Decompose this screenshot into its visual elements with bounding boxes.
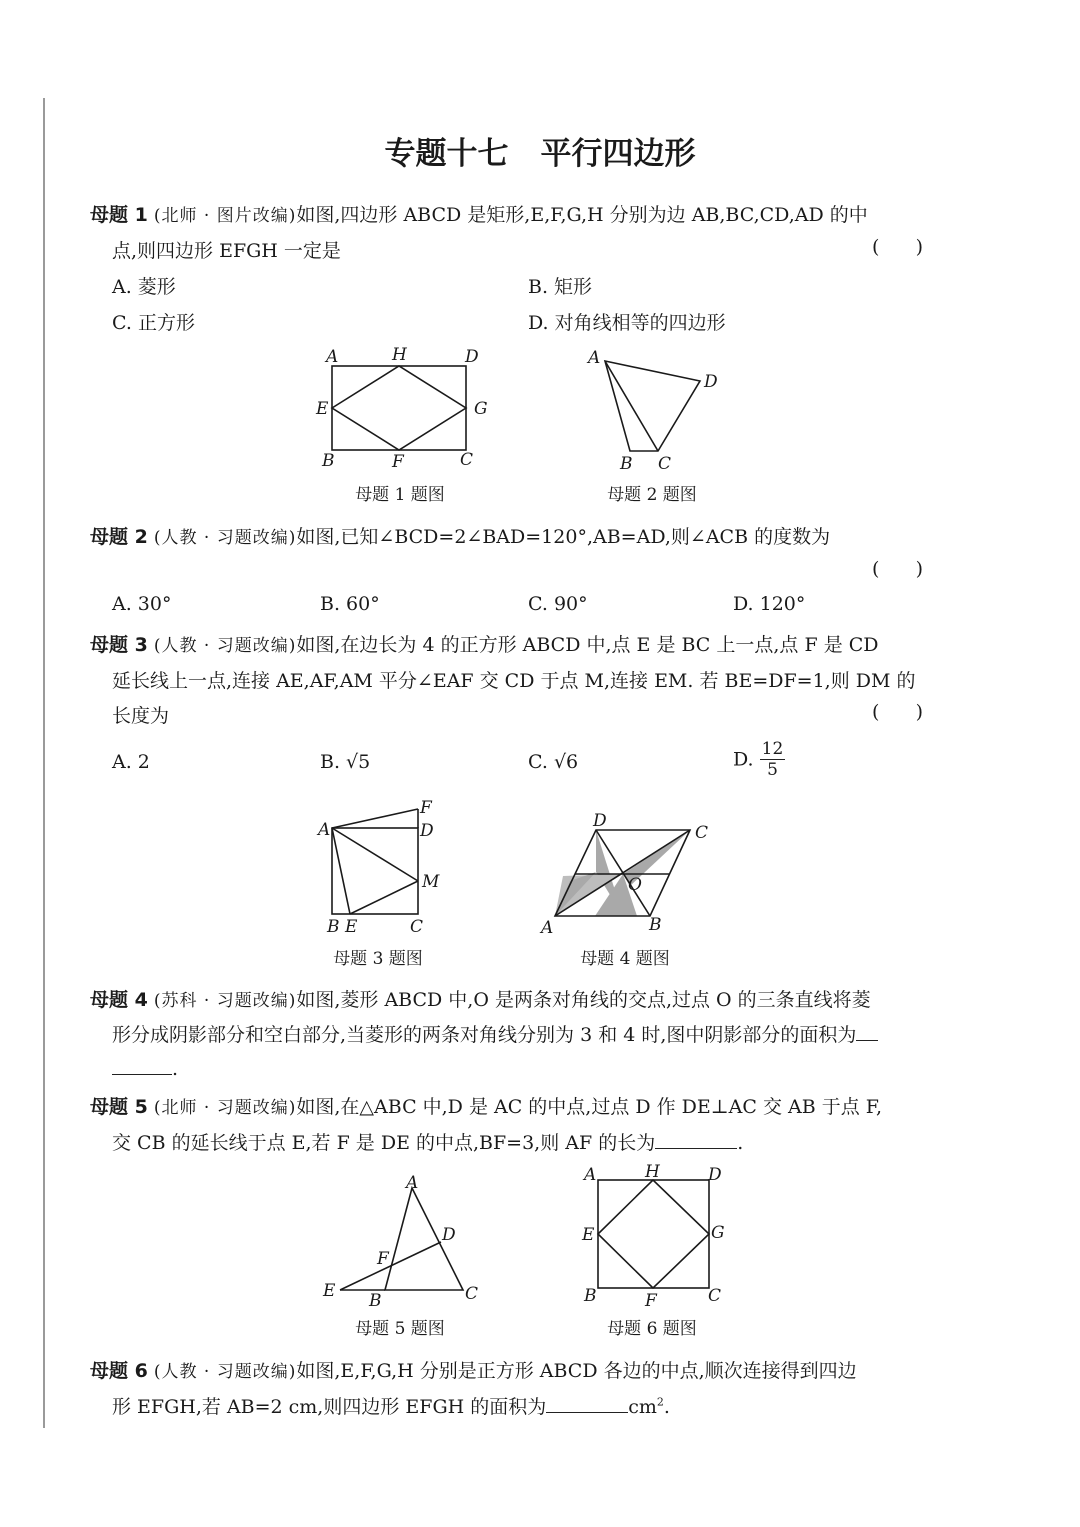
fig6-label-e: E <box>582 1225 595 1245</box>
q5-text2 <box>112 1128 743 1155</box>
fig1-label-a: A <box>326 347 339 367</box>
figure-6 <box>575 1158 735 1313</box>
q3-option-a: A. 2 <box>112 751 150 773</box>
q2-paren: ( ) <box>872 558 924 580</box>
q4-label: 母题 4 <box>90 989 148 1011</box>
fig6-label-h: H <box>645 1162 660 1182</box>
q1-text1: 如图,四边形 ABCD 是矩形,E,F,G,H 分别为边 AB,BC,CD,AD 的中 <box>296 204 868 226</box>
fig6-label-b: B <box>584 1286 597 1306</box>
fig1-label-f: F <box>392 452 404 472</box>
q3-label: 母题 3 <box>90 634 148 656</box>
segment-ae <box>332 828 350 914</box>
fig1-label-c: C <box>460 450 474 470</box>
figure-2 <box>580 345 730 475</box>
fig3-label-f: F <box>420 798 432 818</box>
title-part2: 平行四边形 <box>540 136 696 172</box>
fig4-label-c: C <box>695 823 709 843</box>
q6-unit: cm <box>628 1396 657 1418</box>
fig2-label-c: C <box>658 454 672 474</box>
q3-source: (人教 · 习题改编) <box>153 636 297 656</box>
q1-source: (北师 · 图片改编) <box>153 206 297 226</box>
q1-text2: 点,则四边形 EFGH 一定是 <box>112 240 341 262</box>
q4-text3 <box>112 1056 178 1080</box>
q1-option-c: C. 正方形 <box>112 312 195 334</box>
fig4-label-b: B <box>649 915 662 935</box>
q5-end: . <box>737 1132 744 1154</box>
q3-option-c: C. √6 <box>528 751 579 773</box>
q4-answer-blank-a[interactable] <box>856 1022 878 1041</box>
q3-option-d-fraction <box>760 739 786 780</box>
q6-unit-sup: 2 <box>656 1395 664 1409</box>
segment-ed <box>340 1242 441 1290</box>
q2-line1 <box>90 522 830 549</box>
q2-label: 母题 2 <box>90 526 148 548</box>
fig5-label-e: E <box>323 1281 336 1301</box>
figure-4 <box>535 810 725 940</box>
fig3-label-d: D <box>420 821 434 841</box>
fig5-label-c: C <box>465 1284 479 1304</box>
q4-answer-blank-b[interactable] <box>112 1056 172 1075</box>
segment-em <box>350 881 418 914</box>
q1-label: 母题 1 <box>90 204 148 226</box>
q3-option-d-label: D. <box>733 748 754 771</box>
q6-answer-blank[interactable] <box>546 1394 628 1413</box>
q5-source: (北师 · 习题改编) <box>153 1098 297 1118</box>
margin-line <box>43 98 45 1428</box>
fig1-label-e: E <box>316 399 329 419</box>
quadrilateral-abcd <box>605 361 700 451</box>
q4-text2-content: 形分成阴影部分和空白部分,当菱形的两条对角线分别为 3 和 4 时,图中阴影部分的面积为 <box>112 1024 857 1046</box>
fraction-numerator: 12 <box>761 739 784 759</box>
segment-am <box>332 828 418 881</box>
fig4-label-a: A <box>541 918 554 938</box>
fig4-label-d: D <box>593 811 607 831</box>
q3-text2: 延长线上一点,连接 AE,AF,AM 平分∠EAF 交 CD 于点 M,连接 EM. 若 BE=DF=1,则 DM 的 <box>112 670 916 692</box>
segment-af <box>332 809 418 828</box>
q1-option-d: D. 对角线相等的四边形 <box>528 312 726 334</box>
page-title <box>0 128 1080 173</box>
q2-text1: 如图,已知∠BCD=2∠BAD=120°,AB=AD,则∠ACB 的度数为 <box>296 526 831 548</box>
fig3-label-a: A <box>318 820 331 840</box>
q1-option-a: A. 菱形 <box>112 276 176 298</box>
q6-text2-content: 形 EFGH,若 AB=2 cm,则四边形 EFGH 的面积为 <box>112 1396 547 1418</box>
fig6-label-c: C <box>708 1286 722 1306</box>
q1-caption: 母题 1 题图 <box>355 485 445 505</box>
square-efgh <box>598 1180 709 1288</box>
fraction-denominator: 5 <box>767 760 778 780</box>
figure-5 <box>315 1168 495 1313</box>
q6-end: . <box>663 1396 670 1418</box>
fig2-label-d: D <box>704 372 718 392</box>
fig4-label-o: O <box>628 875 642 895</box>
q3-option-d <box>733 739 785 780</box>
q3-text3: 长度为 <box>112 705 170 727</box>
diagonal-ac <box>605 361 658 451</box>
fig5-label-a: A <box>406 1173 419 1193</box>
q5-text2-content: 交 CB 的延长线于点 E,若 F 是 DE 的中点,BF=3,则 AF 的长为 <box>112 1132 656 1154</box>
q6-text1: 如图,E,F,G,H 分别是正方形 ABCD 各边的中点,顺次连接得到四边 <box>296 1360 857 1382</box>
fig3-label-c: C <box>410 917 424 937</box>
q2-caption: 母题 2 题图 <box>607 485 697 505</box>
q5-answer-blank[interactable] <box>655 1130 737 1149</box>
fig3-label-m: M <box>422 872 440 892</box>
fig5-label-b: B <box>369 1291 382 1311</box>
q1-option-b: B. 矩形 <box>528 276 593 298</box>
fig1-label-d: D <box>465 347 479 367</box>
q4-text1: 如图,菱形 ABCD 中,O 是两条对角线的交点,过点 O 的三条直线将菱 <box>296 989 871 1011</box>
q6-line1 <box>90 1356 857 1383</box>
q3-text1: 如图,在边长为 4 的正方形 ABCD 中,点 E 是 BC 上一点,点 F 是 CD <box>296 634 879 656</box>
q6-text2 <box>112 1392 670 1419</box>
q1-paren: ( ) <box>872 236 924 258</box>
q4-source: (苏科 · 习题改编) <box>153 991 297 1011</box>
fig3-label-b: B <box>327 917 340 937</box>
q6-caption: 母题 6 题图 <box>607 1319 697 1339</box>
fig3-label-e: E <box>345 917 358 937</box>
rectangle-abcd <box>332 366 466 450</box>
q2-option-d: D. 120° <box>733 593 806 615</box>
fig6-label-a: A <box>584 1165 597 1185</box>
q6-label: 母题 6 <box>90 1360 148 1382</box>
q5-caption: 母题 5 题图 <box>355 1319 445 1339</box>
q3-line1 <box>90 630 879 657</box>
q4-text2 <box>112 1020 878 1047</box>
fig5-label-d: D <box>442 1225 456 1245</box>
q2-option-b: B. 60° <box>320 593 380 615</box>
title-part1: 专题十七 <box>384 136 509 172</box>
fig5-label-f: F <box>377 1249 389 1269</box>
q2-option-a: A. 30° <box>112 593 172 615</box>
q6-source: (人教 · 习题改编) <box>153 1362 297 1382</box>
q4-line1 <box>90 985 871 1012</box>
q1-line1 <box>90 200 868 227</box>
q3-caption: 母题 3 题图 <box>333 949 423 969</box>
fig1-label-g: G <box>474 399 488 419</box>
q4-end: . <box>172 1058 179 1080</box>
rhombus-efgh <box>332 366 466 450</box>
q2-option-c: C. 90° <box>528 593 588 615</box>
square-abcd <box>598 1180 709 1288</box>
q5-text1: 如图,在△ABC 中,D 是 AC 的中点,过点 D 作 DE⊥AC 交 AB 于点 F, <box>296 1096 883 1118</box>
figure-1 <box>300 340 520 480</box>
fig6-label-d: D <box>708 1165 722 1185</box>
fig2-label-a: A <box>588 348 601 368</box>
q2-source: (人教 · 习题改编) <box>153 528 297 548</box>
q5-line1 <box>90 1092 882 1119</box>
q5-label: 母题 5 <box>90 1096 148 1118</box>
q3-paren: ( ) <box>872 701 924 723</box>
fig6-label-f: F <box>645 1291 657 1311</box>
q4-caption: 母题 4 题图 <box>580 949 670 969</box>
q3-option-b: B. √5 <box>320 751 371 773</box>
fig6-label-g: G <box>711 1223 725 1243</box>
fig1-label-h: H <box>392 345 407 365</box>
fig2-label-b: B <box>620 454 633 474</box>
figure-3 <box>310 795 460 940</box>
fig1-label-b: B <box>322 451 335 471</box>
